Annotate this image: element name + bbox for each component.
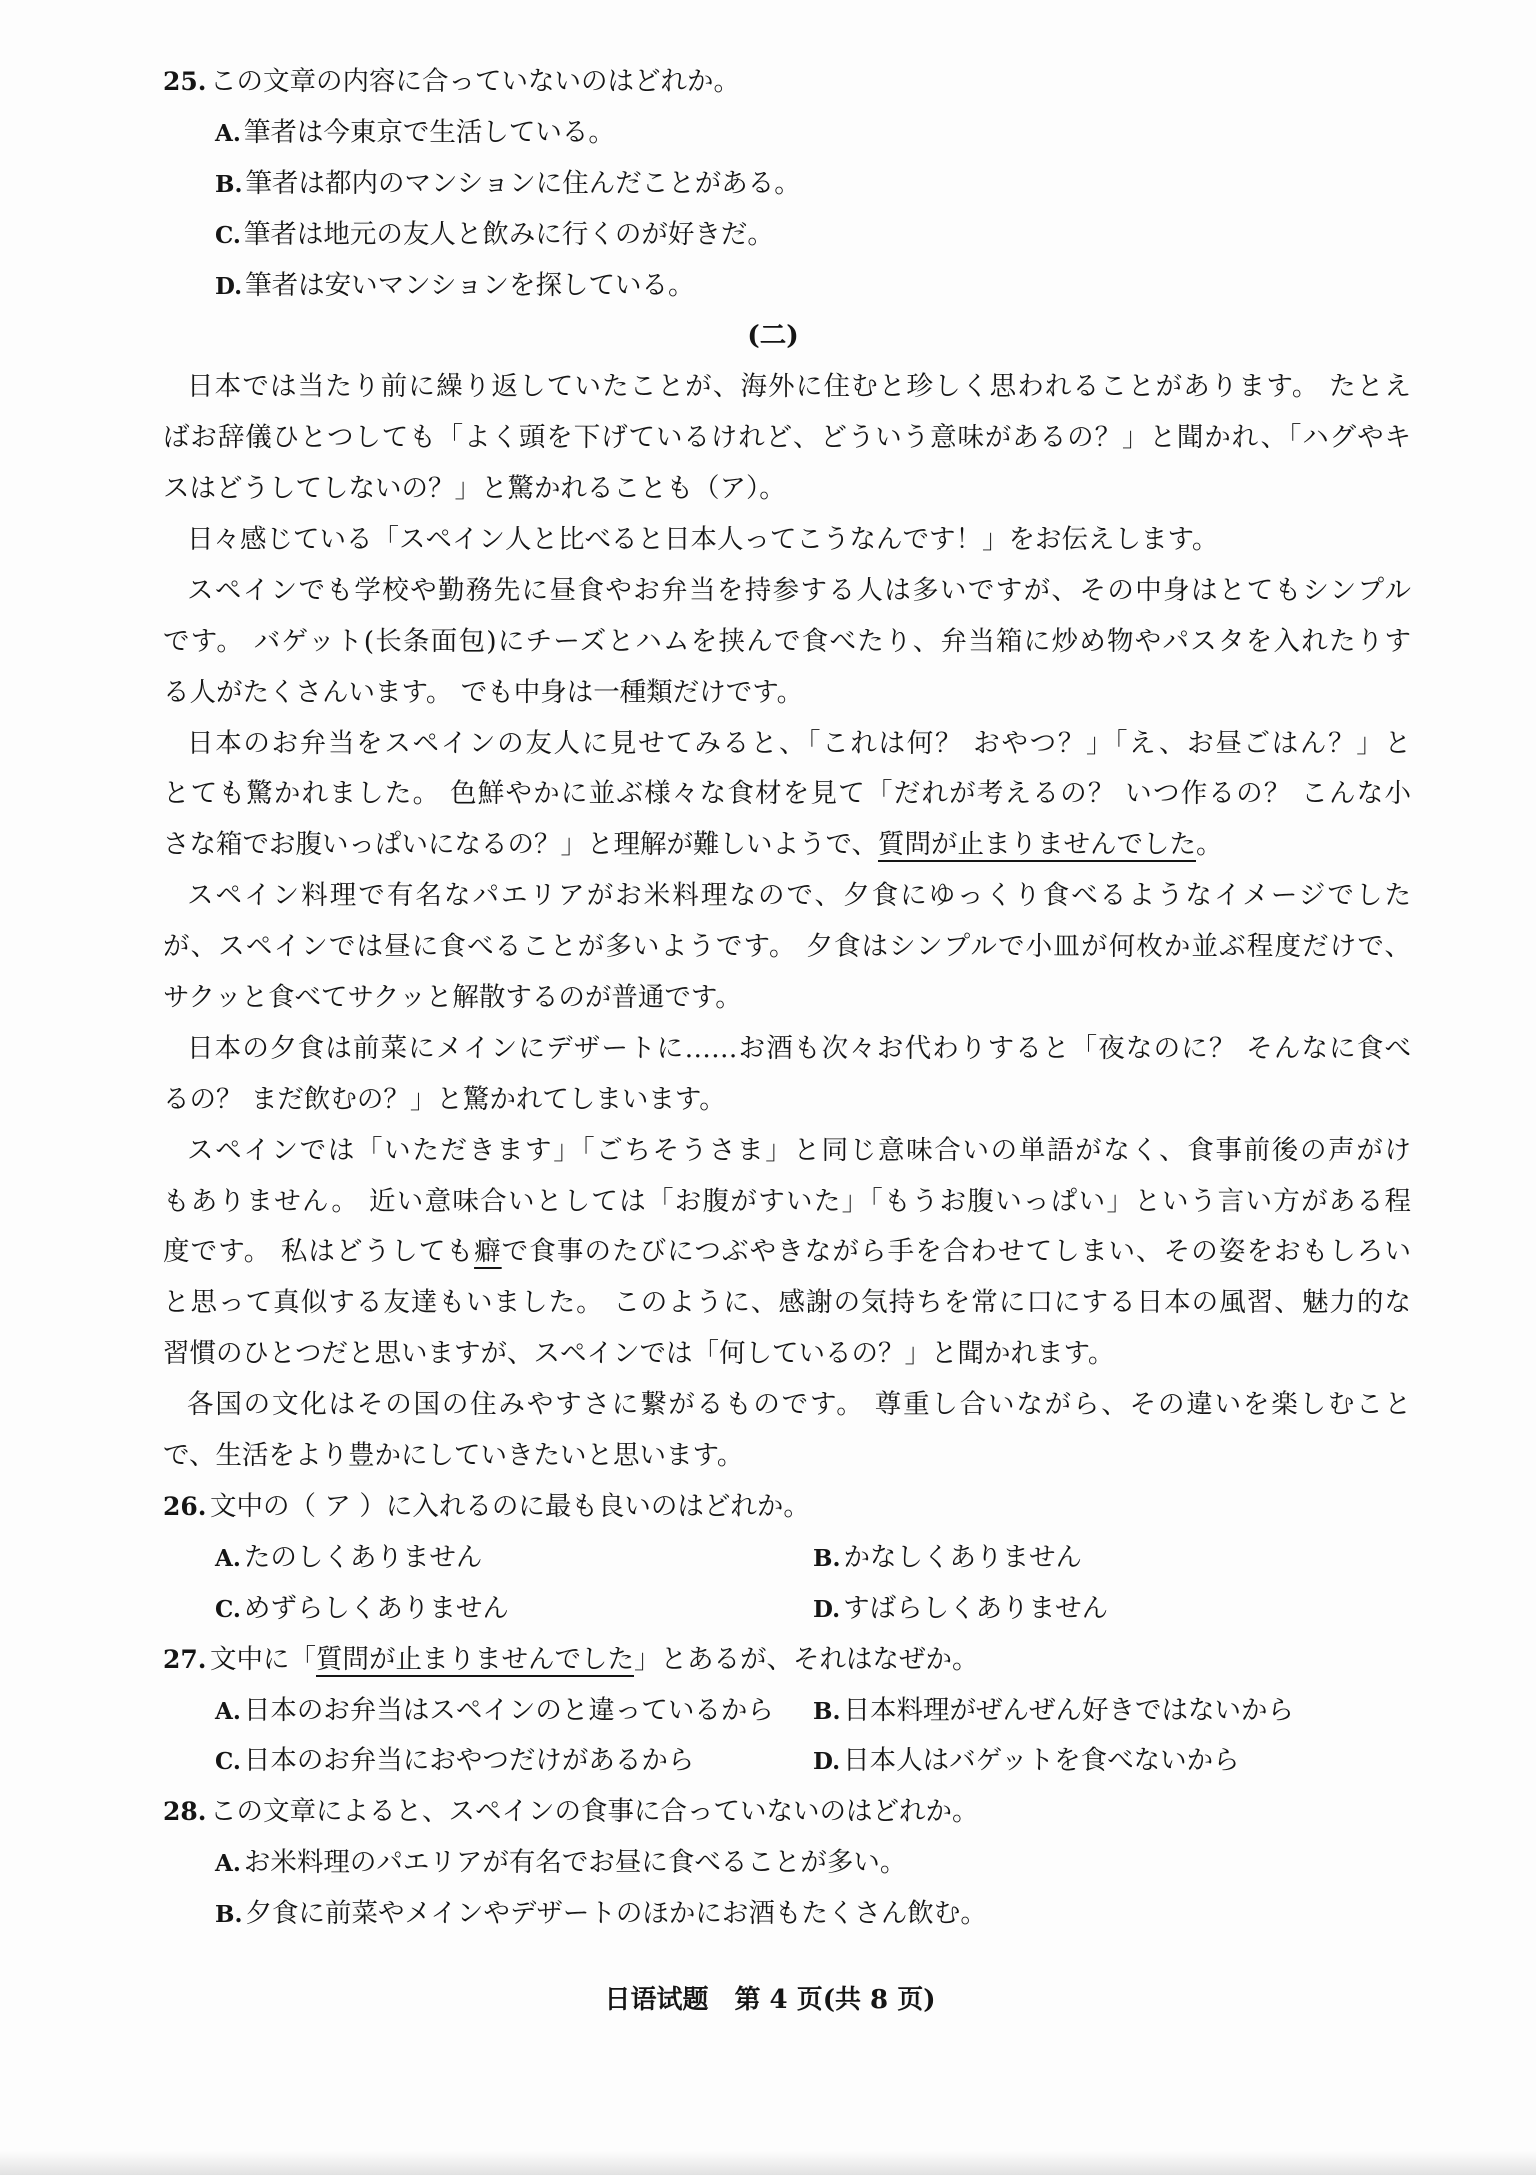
question-27-option-b [813,1686,1411,1737]
question-27-options-row-2 [163,1736,1411,1787]
paragraph-1-line-2: ばお辞儀ひとつしても「よく頭を下げているけれど、どういう意味があるの？」と聞かれ、「ハグやキ [163,422,1411,454]
paragraph-4-line-1: 日本のお弁当をスペインの友人に見せてみると、「これは何？ おやつ？」「え、お昼ごはん？」と [187,727,1411,759]
paragraph-4-line-3 [163,820,1411,871]
question-28-option-a [163,1838,1411,1889]
paragraph-5-line-2: が、スペインでは昼に食べることが多いようです。 夕食はシンプルで小皿が何枚か並ぶ程度だけで、 [163,931,1411,963]
paragraph-3-line-1: スペインでも学校や勤務先に昼食やお弁当を持参する人は多いですが、その中身はとてもシンプル [187,574,1411,606]
question-25-option-b [163,159,1411,210]
paragraph-7-line-4: と思って真似する友達もいました。 このように、感謝の気持ちを常に口にする日本の風習、魅力的な [163,1287,1411,1319]
paragraph-4-line-3-text: さな箱でお腹いっぱいになるの？」と理解が難しいようで、 [163,829,878,861]
section-title: (二) [747,320,799,352]
option-text: 日本のお弁当はスペインのと違っているから [243,1694,774,1726]
question-26-option-a [215,1533,813,1584]
option-text: 筆者は安いマンションを探している。 [245,269,695,301]
option-text: たのしくありません [243,1541,483,1573]
question-number: 25. [163,67,207,96]
question-26-options-row-1 [163,1533,1411,1584]
option-letter: D. [215,272,243,300]
paragraph-8-line-2: で、生活をより豊かにしていきたいと思います。 [163,1440,744,1472]
paragraph-3-line-2: です。 バゲット(长条面包)にチーズとハムを挟んで食べたり、弁当箱に炒め物やパスタを入れたりす [163,625,1411,657]
question-number: 27. [163,1644,207,1674]
option-letter: A. [215,1697,241,1725]
question-27-options-row-1 [163,1686,1411,1737]
option-text: 筆者は今東京で生活している。 [243,116,615,148]
paragraph-5-line-1: スペイン料理で有名なパエリアがお米料理なので、夕食にゆっくり食べるようなイメージでした [187,880,1411,912]
question-26-option-c [215,1584,813,1635]
option-letter: B. [813,1697,841,1725]
option-text: めずらしくありません [243,1592,509,1624]
paragraph-7-line-3-rest: で食事のたびにつぶやきながら手を合わせてしまい、その姿をおもしろい [501,1236,1411,1268]
paragraph-7-line-1: スペインでは「いただきます」「ごちそうさま」と同じ意味合いの単語がなく、食事前後の声がけ [187,1134,1411,1166]
question-26-option-d [813,1584,1411,1635]
paragraph-1-line-1: 日本では当たり前に繰り返していたことが、海外に住むと珍しく思われることがあります。 たとえ [187,371,1411,403]
question-28 [163,1787,1411,1838]
question-number: 28. [163,1797,207,1827]
page-content [163,57,1411,1940]
underlined-word: 癖 [474,1236,502,1268]
question-25-option-c [163,210,1411,261]
question-stem-end: 」とあるが、それはなぜか。 [634,1643,979,1675]
option-text: 日本人はバゲットを食べないから [843,1745,1240,1777]
paragraph-7-line-3 [163,1227,1411,1278]
question-26-options-row-2 [163,1584,1411,1635]
paragraph-6-line-1: 日本の夕食は前菜にメインにデザートに……お酒も次々お代わりすると「夜なのに？ そんなに食べ [187,1032,1411,1064]
question-stem: この文章の内容に合っていないのはどれか。 [210,66,740,97]
question-25 [163,57,1411,108]
question-stem: この文章によると、スペインの食事に合っていないのはどれか。 [210,1796,979,1828]
paragraph-7-line-3-start: 度です。 私はどうしても [163,1236,475,1268]
paragraph-6-line-2: るの？ まだ飲むの？」と驚かれてしまいます。 [163,1083,726,1115]
paragraph-7-line-5: 習慣のひとつだと思いますが、スペインでは「何しているの？」と聞かれます。 [163,1338,1115,1370]
underlined-phrase: 質問が止まりませんでした [316,1643,634,1675]
underlined-phrase: 質問が止まりませんでした [877,829,1196,861]
option-letter: D. [813,1595,841,1623]
question-number: 26. [163,1491,207,1521]
page-footer: 日语试题 第 4 页(共 8 页) [604,1985,936,2015]
question-25-option-d [163,261,1411,312]
option-letter: C. [215,1748,241,1776]
option-letter: D. [813,1748,841,1776]
question-26 [163,1482,1411,1533]
option-letter: A. [215,1850,241,1878]
question-stem: 文中の（ ア ）に入れるのに最も良いのはどれか。 [210,1490,810,1522]
paragraph-2-line-1: 日々感じている「スペイン人と比べると日本人ってこうなんです！」をお伝えします。 [187,524,1219,556]
paragraph-4-line-3-end: 。 [1195,829,1223,861]
option-letter: A. [215,119,241,147]
option-letter: C. [215,221,241,249]
paragraph-7-line-2: もありません。 近い意味合いとしては「お腹がすいた」「もうお腹いっぱい」という言い方がある程 [163,1185,1411,1217]
question-26-option-b [813,1533,1411,1584]
option-letter: B. [813,1544,841,1572]
paragraph-4-line-2: とても驚かれました。 色鮮やかに並ぶ様々な食材を見て「だれが考えるの？ いつ作るの？ こんな小 [163,778,1411,810]
option-text: 日本のお弁当におやつだけがあるから [243,1745,695,1777]
question-25-option-a [163,108,1411,159]
question-27-option-c [215,1736,813,1787]
option-letter: C. [215,1595,241,1623]
paragraph-1-line-3: スはどうしてしないの？」と驚かれることも（ア）。 [163,473,786,505]
option-text: 夕食に前菜やメインやデザートのほかにお酒もたくさん飲む。 [245,1898,987,1930]
paragraph-5-line-3: サクッと食べてサクッと解散するのが普通です。 [163,982,742,1014]
question-27 [163,1635,1411,1686]
paragraph-8-line-1: 各国の文化はその国の住みやすさに繋がるものです。 尊重し合いながら、その違いを楽しむこと [187,1389,1411,1421]
option-text: すばらしくありません [843,1592,1109,1624]
question-27-option-d [813,1736,1411,1787]
option-text: 日本料理がぜんぜん好きではないから [843,1694,1294,1726]
paragraph-3-line-3: る人がたくさんいます。 でも中身は一種類だけです。 [163,676,804,708]
option-letter: A. [215,1544,241,1572]
option-text: 筆者は都内のマンションに住んだことがある。 [245,167,801,199]
option-letter: B. [215,1901,243,1929]
question-28-option-b [163,1889,1411,1940]
option-text: 筆者は地元の友人と飲みに行くのが好きだ。 [243,218,774,250]
option-text: お米料理のパエリアが有名でお昼に食べることが多い。 [243,1847,907,1879]
option-text: かなしくありません [843,1541,1082,1573]
scan-edge [0,2151,1536,2175]
option-letter: B. [215,170,243,198]
question-stem-start: 文中に「 [210,1643,316,1675]
question-27-option-a [215,1686,813,1737]
